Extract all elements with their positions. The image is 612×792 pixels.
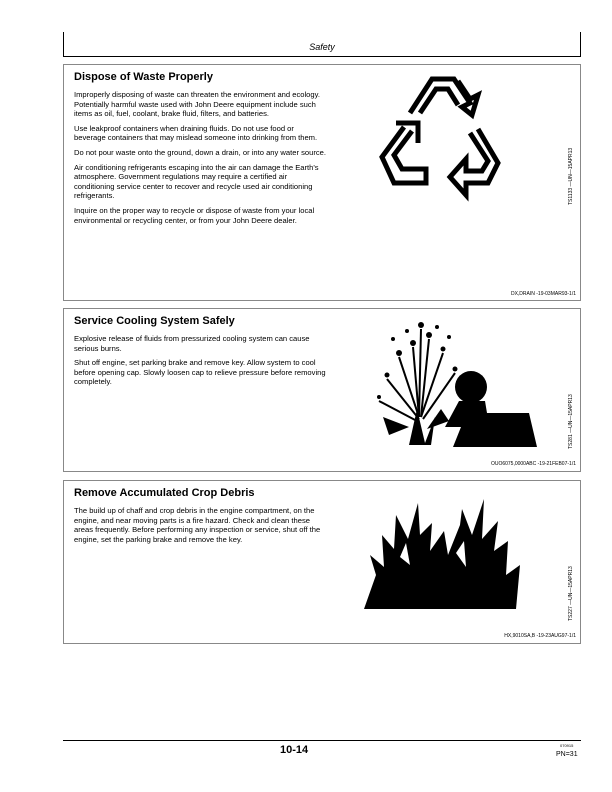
section-crop-debris [63,480,581,644]
header-rule [63,56,581,57]
section-footer-code: DX,DRAIN -19-03MAR93-1/1 [510,291,576,297]
section-title: Dispose of Waste Properly [74,71,213,83]
figure-code: TS281 —UN—15APR13 [568,394,574,449]
page-pn: PN=31 [556,751,578,758]
footer-small-code: 070915 [560,743,574,748]
section-body [74,506,326,549]
section-footer-code: OUO6075,0000ABC -19-21FEB07-1/1 [490,461,576,467]
footer-rule [63,740,581,741]
section-footer-code: HX,9010SA,B -19-23AUG97-1/1 [504,633,576,639]
paragraph: Explosive release of fluids from pressurized cooling system can cause serious burns. [74,334,310,353]
page-number: 10-14 [280,744,309,756]
paragraph: Shut off engine, set parking brake and remove key. Allow system to cool before opening cap. Slowly loosen cap to relieve pressure before removing completely. [74,358,326,387]
paragraph: Air conditioning refrigerants escaping into the air can damage the Earth's atmosphere. Government regulations may require a certified air conditioning service center to recover and recycle used air conditioning refrigerants. [74,162,319,201]
header-title: Safety [309,42,335,52]
section-body [74,334,326,392]
fire-icon [360,495,540,611]
section-cooling-system [63,308,581,472]
paragraph: Improperly disposing of waste can threaten the environment and ecology. Potentially harmful waste used with John Deere equipment include such items as oil, fuel, coolant, brake fluid, filters, and batteries. [74,90,320,119]
section-dispose-waste [63,64,581,301]
pressure-spray-icon [369,317,549,447]
figure-code: TS227 —UN—15APR13 [568,566,574,621]
section-body [74,90,326,230]
paragraph: The build up of chaff and crop debris in the engine compartment, on the engine, and near moving parts is a fire hazard. Check and clean these areas frequently. Before performing any inspection or service, shut off the engine, set the parking brake and remove the key. [74,506,321,544]
recycle-icon [374,73,514,203]
paragraph: Use leakproof containers when draining fluids. Do not use food or beverage containers that may mislead someone into drinking from them. [74,123,318,143]
figure-code: TS1133 —UN—15APR13 [568,147,574,205]
section-title: Service Cooling System Safely [74,315,235,327]
paragraph: Inquire on the proper way to recycle or dispose of waste from your local environmental or recycling center, or from your John Deere dealer. [74,205,315,225]
paragraph: Do not pour waste onto the ground, down a drain, or into any water source. [74,147,327,157]
section-title: Remove Accumulated Crop Debris [74,487,255,499]
